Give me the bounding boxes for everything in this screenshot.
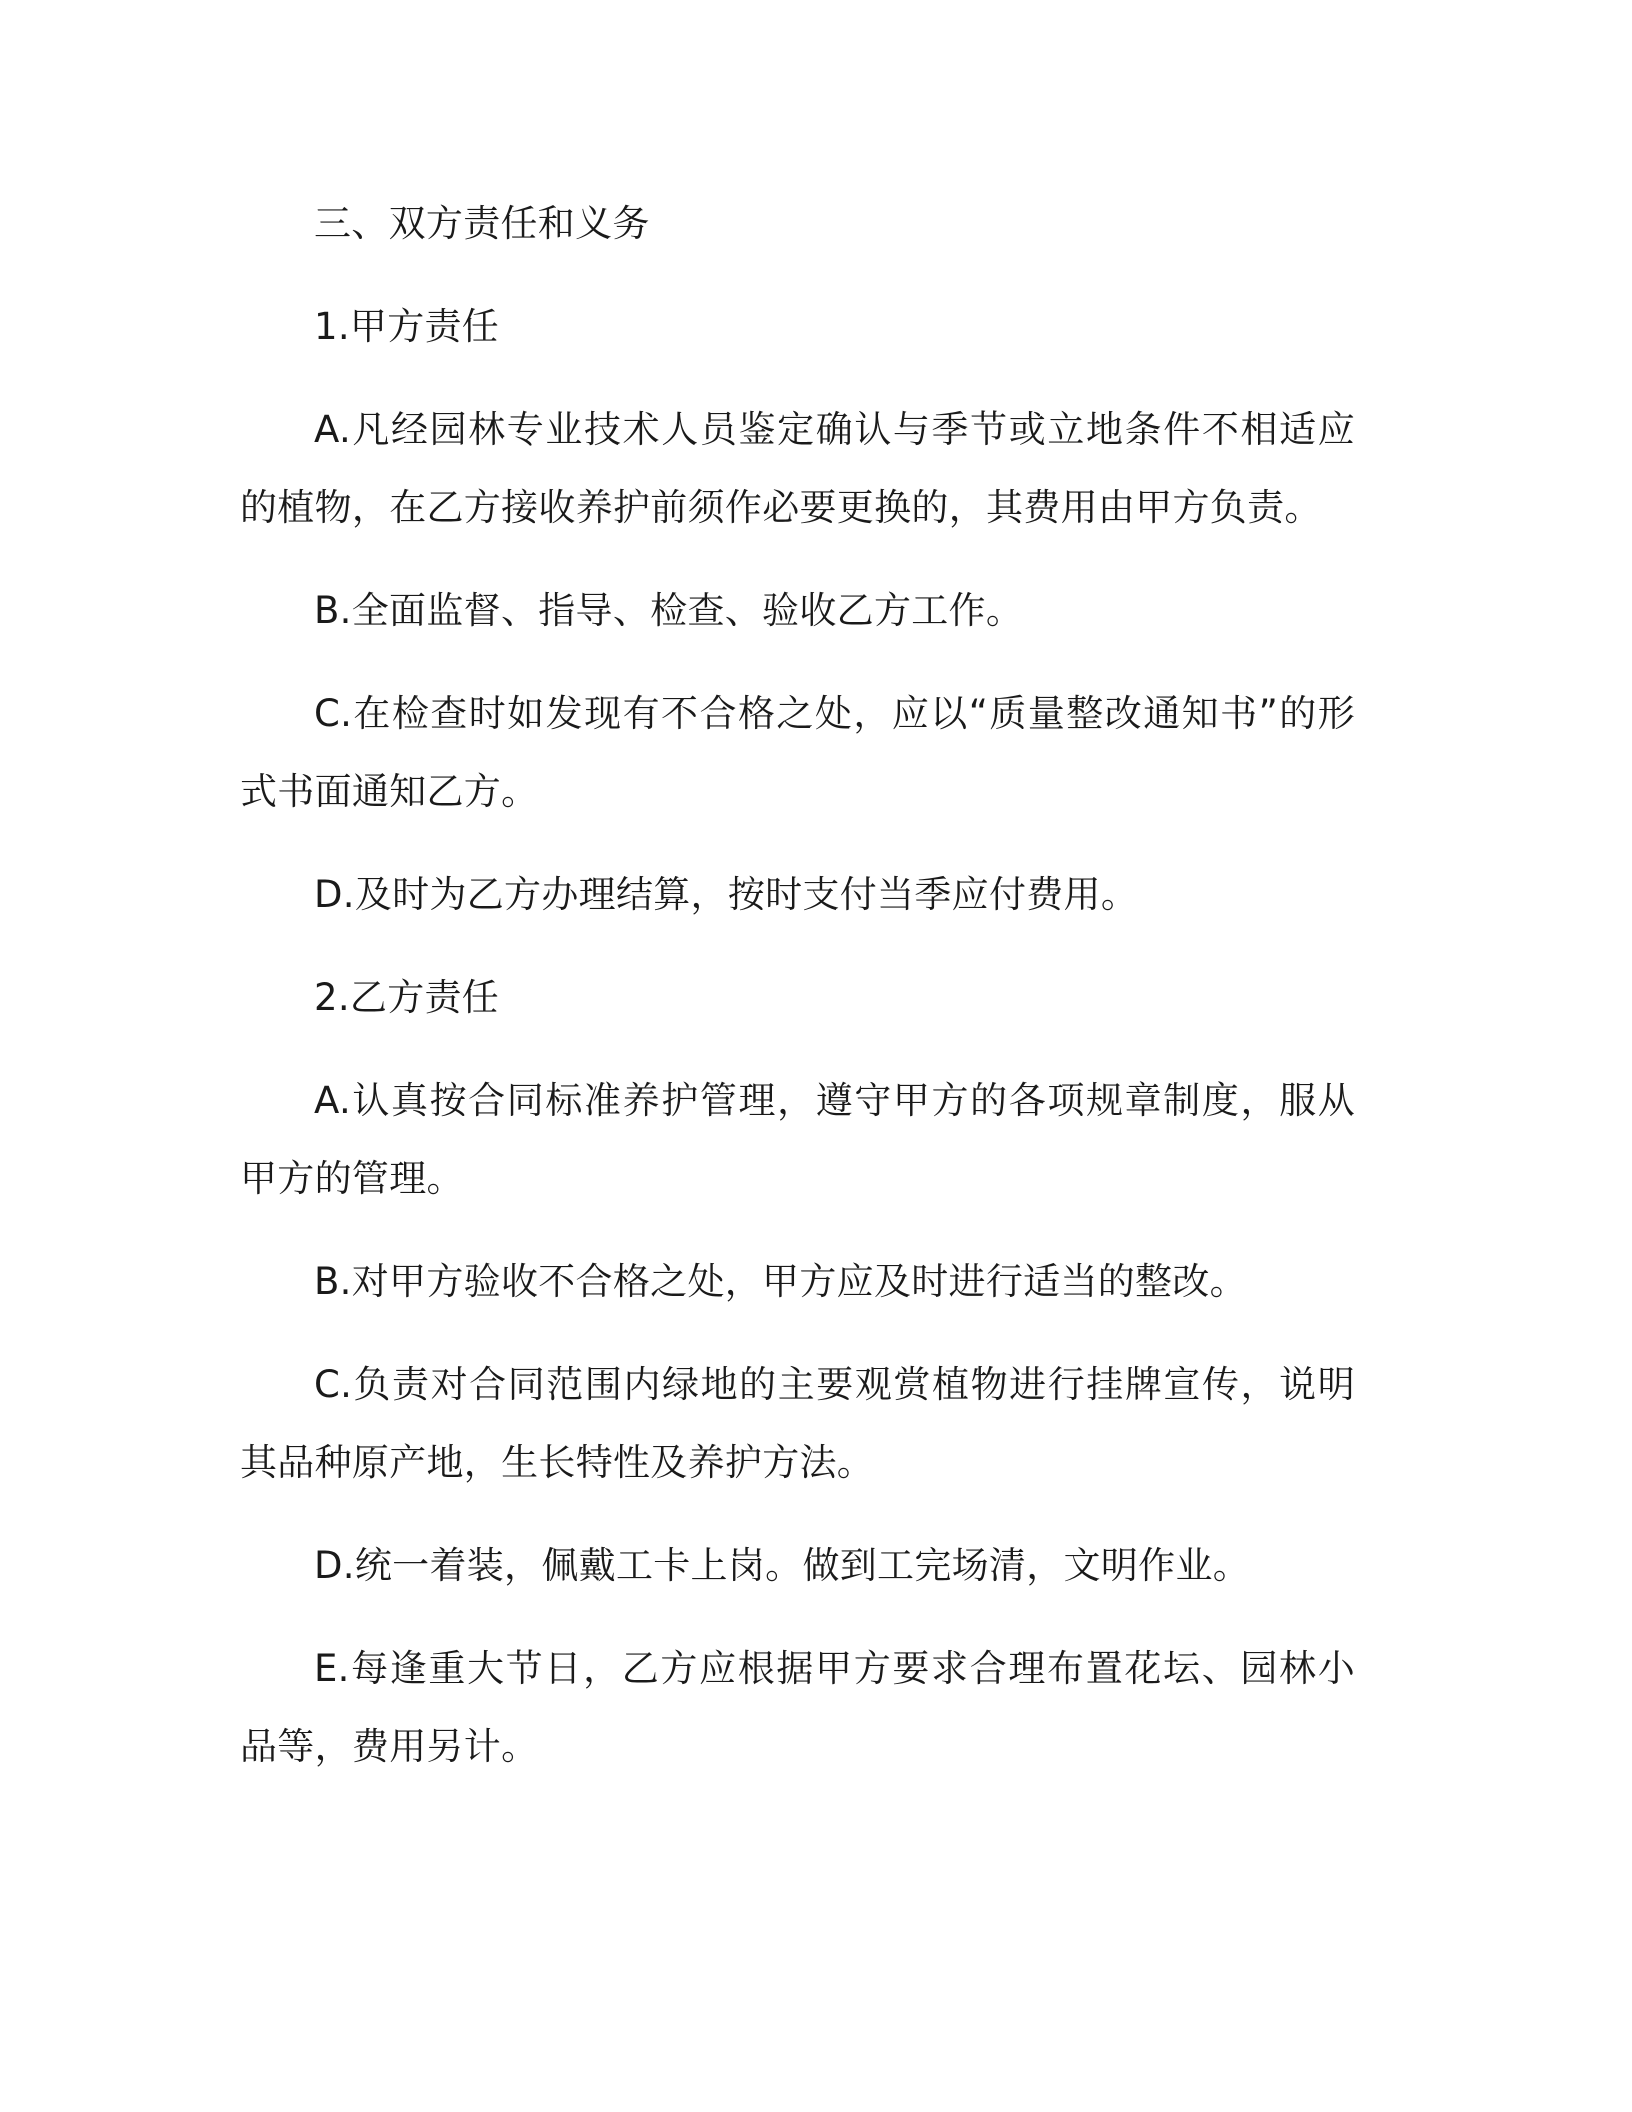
party-b-item-c: C.负责对合同范围内绿地的主要观赏植物进行挂牌宣传，说明其品种原产地，生长特性及养护方法。 (240, 1363, 1355, 1484)
party-a-item-d: D.及时为乙方办理结算，按时支付当季应付费用。 (314, 873, 1139, 916)
party-b-item-d: D.统一着装，佩戴工卡上岗。做到工完场清，文明作业。 (314, 1544, 1251, 1587)
section-title: 三、双方责任和义务 (314, 202, 650, 245)
party-b-item-a: A.认真按合同标准养护管理，遵守甲方的各项规章制度，服从甲方的管理。 (240, 1079, 1355, 1200)
document-body (240, 185, 1355, 1811)
party-a-item-a: A.凡经园林专业技术人员鉴定确认与季节或立地条件不相适应的植物，在乙方接收养护前须作必要更换的，其费用由甲方负责。 (240, 408, 1355, 529)
party-b-item-b: B.对甲方验收不合格之处，甲方应及时进行适当的整改。 (314, 1260, 1247, 1303)
party-b-item-e: E.每逢重大节日，乙方应根据甲方要求合理布置花坛、园林小品等，费用另计。 (240, 1647, 1355, 1768)
party-a-heading: 1.甲方责任 (314, 305, 500, 348)
party-b-heading: 2.乙方责任 (314, 976, 500, 1019)
party-a-item-b: B.全面监督、指导、检查、验收乙方工作。 (314, 589, 1024, 632)
party-a-item-c: C.在检查时如发现有不合格之处，应以“质量整改通知书”的形式书面通知乙方。 (240, 692, 1355, 813)
